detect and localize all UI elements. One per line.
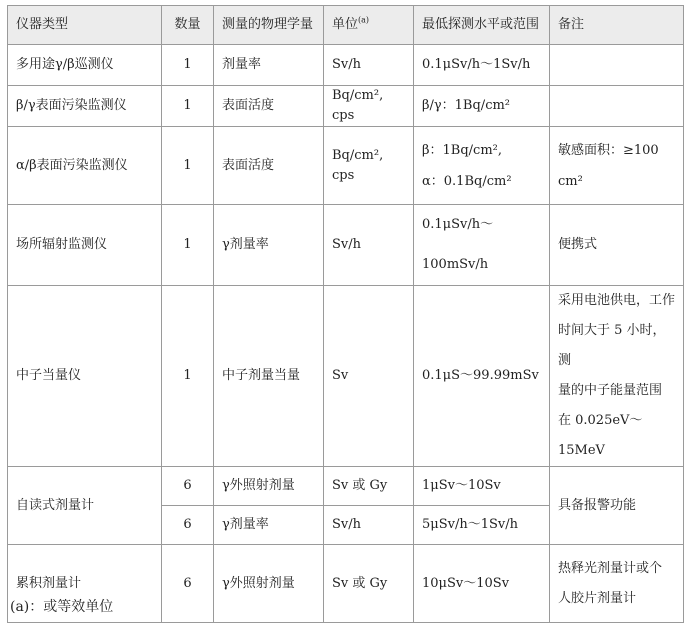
header-unit xyxy=(324,6,414,45)
table-row xyxy=(8,467,684,506)
line-text: 1μSv～10Sv xyxy=(422,478,501,493)
cell-range xyxy=(414,127,550,205)
line-text: β/γ：1Bq/cm² xyxy=(422,98,511,113)
cell-quantity: γ剂量率 xyxy=(214,205,324,286)
range-lines xyxy=(422,96,541,116)
cell-qty: 1 xyxy=(162,205,214,286)
line-text: 具备报警功能 xyxy=(558,497,637,513)
header-unit-note: (a) xyxy=(358,15,370,25)
line-text: 0.1μSv/h～1Sv/h xyxy=(422,57,531,72)
line-text: 5μSv/h～1Sv/h xyxy=(422,517,518,532)
cell-qty: 6 xyxy=(162,506,214,545)
line-text: 0.1μSv/h～ xyxy=(422,217,494,232)
instrument-table xyxy=(7,5,684,623)
cell-note xyxy=(550,286,684,467)
range-lines xyxy=(422,135,541,197)
note-lines xyxy=(558,496,675,516)
cell-type: β/γ表面污染监测仪 xyxy=(8,86,162,127)
note-lines xyxy=(558,135,675,197)
line-text: α：0.1Bq/cm² xyxy=(422,173,512,189)
cell-type: 自读式剂量计 xyxy=(8,467,162,545)
cell-quantity: 表面活度 xyxy=(214,127,324,205)
range-lines xyxy=(422,361,541,391)
cell-qty: 1 xyxy=(162,127,214,205)
cell-unit: Sv/h xyxy=(324,205,414,286)
range-lines xyxy=(422,205,541,285)
header-range: 最低探测水平或范围 xyxy=(414,6,550,45)
range-lines xyxy=(422,55,541,75)
cell-type: α/β表面污染监测仪 xyxy=(8,127,162,205)
header-note: 备注 xyxy=(550,6,684,45)
cell-note xyxy=(550,127,684,205)
cell-quantity: γ外照射剂量 xyxy=(214,467,324,506)
table-row xyxy=(8,286,684,467)
cell-unit: Sv/h xyxy=(324,506,414,545)
range-lines xyxy=(422,569,541,599)
line-text: 0.1μS～99.99mSv xyxy=(422,368,539,383)
line-text: 采用电池供电，工作 xyxy=(558,293,676,308)
line-text: 敏感面积：≥100 cm² xyxy=(558,142,659,189)
cell-range xyxy=(414,506,550,545)
cell-quantity: 表面活度 xyxy=(214,86,324,127)
cell-range xyxy=(414,86,550,127)
header-unit-label: 单位 xyxy=(332,17,359,32)
cell-quantity: γ剂量率 xyxy=(214,506,324,545)
cell-quantity: 中子剂量当量 xyxy=(214,286,324,467)
table-row xyxy=(8,205,684,286)
cell-note xyxy=(550,45,684,86)
line-text: 人胶片剂量计 xyxy=(558,590,637,606)
cell-unit: Sv/h xyxy=(324,45,414,86)
cell-qty: 1 xyxy=(162,286,214,467)
cell-unit: Bq/cm², cps xyxy=(324,127,414,205)
cell-range xyxy=(414,545,550,623)
note-lines xyxy=(558,225,675,265)
cell-range xyxy=(414,205,550,286)
cell-qty: 1 xyxy=(162,86,214,127)
cell-note xyxy=(550,205,684,286)
cell-type: 场所辐射监测仪 xyxy=(8,205,162,286)
cell-type: 累积剂量计 xyxy=(8,545,162,623)
header-qty: 数量 xyxy=(162,6,214,45)
cell-range xyxy=(414,467,550,506)
cell-qty: 6 xyxy=(162,467,214,506)
note-lines xyxy=(558,554,675,614)
cell-note xyxy=(550,86,684,127)
cell-range xyxy=(414,286,550,467)
cell-range xyxy=(414,45,550,86)
line-text: 10μSv～10Sv xyxy=(422,575,510,591)
header-quantity: 测量的物理学量 xyxy=(214,6,324,45)
cell-quantity: 剂量率 xyxy=(214,45,324,86)
line-text: 时间大于 5 小时，测 xyxy=(558,323,666,368)
table-row xyxy=(8,127,684,205)
line-text: 热释光剂量计或个 xyxy=(558,560,663,576)
cell-unit: Bq/cm², cps xyxy=(324,86,414,127)
cell-type: 中子当量仪 xyxy=(8,286,162,467)
header-type: 仪器类型 xyxy=(8,6,162,45)
cell-unit: Sv xyxy=(324,286,414,467)
cell-unit: Sv 或 Gy xyxy=(324,467,414,506)
note-lines xyxy=(558,286,675,466)
footnote: (a)：或等效单位 xyxy=(10,599,114,615)
line-text: 在 0.025eV～15MeV xyxy=(558,413,643,458)
line-text: 便携式 xyxy=(558,237,598,252)
cell-note xyxy=(550,467,684,545)
line-text: 量的中子能量范围 xyxy=(558,383,663,398)
table-row xyxy=(8,45,684,86)
range-lines xyxy=(422,476,541,496)
line-text: 100mSv/h xyxy=(422,257,489,272)
table-header-row xyxy=(8,6,684,45)
cell-note xyxy=(550,545,684,623)
cell-unit: Sv 或 Gy xyxy=(324,545,414,623)
cell-type: 多用途γ/β巡测仪 xyxy=(8,45,162,86)
range-lines xyxy=(422,515,541,535)
cell-quantity: γ外照射剂量 xyxy=(214,545,324,623)
table-row xyxy=(8,86,684,127)
cell-qty: 1 xyxy=(162,45,214,86)
line-text: β：1Bq/cm², xyxy=(422,142,502,158)
cell-qty: 6 xyxy=(162,545,214,623)
